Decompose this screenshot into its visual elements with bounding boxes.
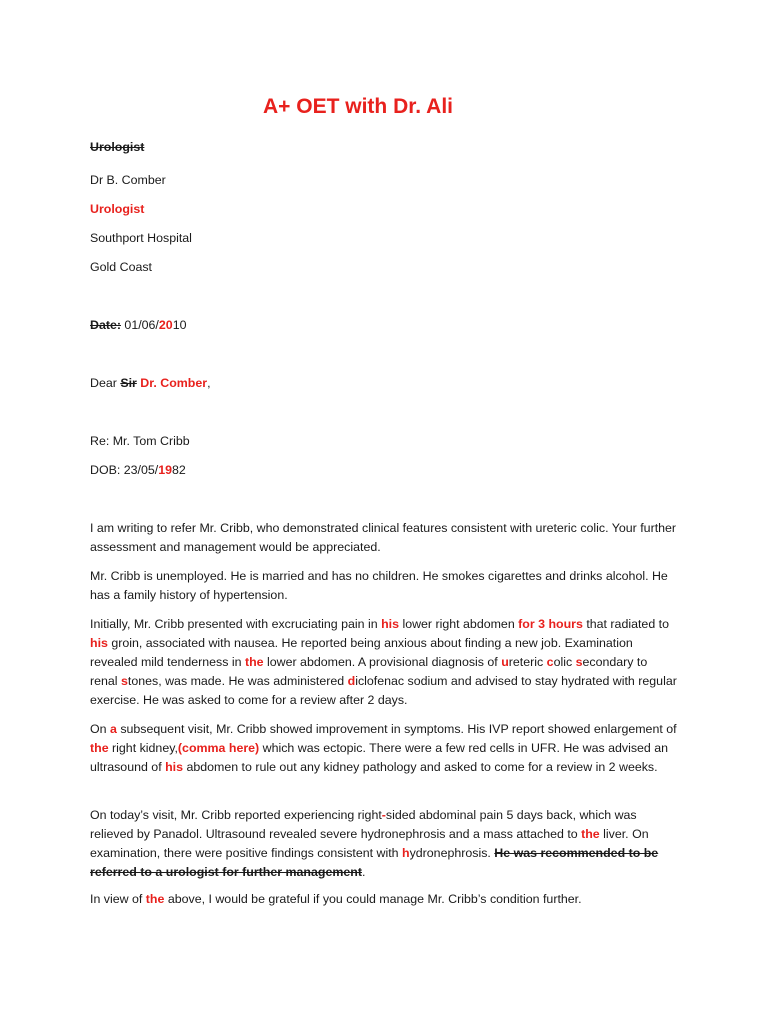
struck-recipient-title <box>90 138 144 157</box>
salutation-correction: Dr. Comber <box>136 376 208 390</box>
correction-text: s <box>121 674 128 688</box>
struck-text: He was recommended to be referred to a urologist for further management <box>90 846 659 879</box>
text-run: liver. On examination, there were positive findings consistent with <box>90 827 649 860</box>
correction-text: - <box>381 808 386 822</box>
date-line <box>90 316 186 335</box>
text-run: abdomen to rule out any kidney pathology and asked to come for a review in 2 weeks. <box>183 760 658 774</box>
text-run: which was ectopic. There were a few red cells in UFR. He was advised an ultrasound of <box>90 741 669 774</box>
text-run: In view of <box>90 892 146 906</box>
correction-text: d <box>347 674 356 688</box>
correction-text: c <box>546 655 554 669</box>
paragraph-initial-visit <box>90 615 678 710</box>
correction-text: u <box>501 655 509 669</box>
text-run: iclofenac sodium and advised to stay hydrated with regular exercise. He was asked to come for a review after 2 days. <box>90 674 677 707</box>
dob-correction: 19 <box>158 463 172 477</box>
date-prefix: 01/06/ <box>120 318 159 332</box>
correction-text: the <box>145 892 165 906</box>
recipient-name: Dr B. Comber <box>90 173 166 187</box>
text-run: that radiated to <box>582 617 669 631</box>
document-title: A+ OET with Dr. Ali <box>263 95 453 118</box>
re-line: Re: Mr. Tom Cribb <box>90 434 190 448</box>
text-run: subsequent visit, Mr. Cribb showed improvement in symptoms. His IVP report showed enlargement of <box>116 722 677 736</box>
correction-text: a <box>109 722 117 736</box>
text-run: sided abdominal pain 5 days back, which was relieved by Panadol. Ultrasound revealed severe hydronephrosis and a mass attached to <box>90 808 637 841</box>
date-correction: 20 <box>158 318 173 332</box>
text-run: Initially, Mr. Cribb presented with excruciating pain in <box>90 617 382 631</box>
correction-text: the <box>581 827 600 841</box>
date-suffix: 10 <box>172 318 187 332</box>
text-run: On <box>90 722 110 736</box>
text-run: above, I would be grateful if you could manage Mr. Cribb’s condition further. <box>164 892 582 906</box>
dob-prefix: DOB: 23/05/ <box>90 463 159 477</box>
correction-text: for 3 hours <box>518 617 583 631</box>
recipient-hospital: Southport Hospital <box>90 231 192 245</box>
text-run: lower abdomen. A provisional diagnosis of <box>263 655 502 669</box>
date-label: Date: <box>90 318 121 332</box>
salutation-start: Dear <box>90 376 121 390</box>
dob-suffix: 82 <box>171 463 186 477</box>
text-run: groin, associated with nausea. He reported being anxious about finding a new job. Examination revealed mild tenderness in <box>90 636 633 669</box>
text-run: reteric <box>508 655 547 669</box>
text-run: tones, was made. He was administered <box>127 674 348 688</box>
paragraph-closing <box>90 890 678 909</box>
paragraph-social-history: Mr. Cribb is unemployed. He is married and has no children. He smokes cigarettes and drinks alcohol. He has a family history of hypertension. <box>90 569 668 602</box>
paragraph-referral: I am writing to refer Mr. Cribb, who demonstrated clinical features consistent with ureteric colic. Your further assessment and management would be appreciated. <box>90 521 677 554</box>
correction-text: the <box>244 655 264 669</box>
correction-text: his <box>165 760 183 774</box>
dob-line <box>90 461 186 480</box>
correction-text: h <box>402 846 410 860</box>
paragraph-todays-visit <box>90 806 678 882</box>
text-run: econdary to renal <box>90 655 648 688</box>
text-run: On today’s visit, Mr. Cribb reported experiencing right <box>90 808 382 822</box>
text-run: olic <box>553 655 576 669</box>
correction-note: (comma here) <box>177 741 260 755</box>
salutation-struck: Sir <box>120 376 137 390</box>
salutation <box>90 374 211 393</box>
text-run: ydronephrosis. <box>409 846 495 860</box>
correction-text: s <box>575 655 583 669</box>
correction-text: Urologist <box>90 202 145 216</box>
text-run: right kidney, <box>108 741 178 755</box>
correction-text: his <box>381 617 399 631</box>
text-run: lower right abdomen <box>399 617 519 631</box>
correction-text: the <box>90 741 109 755</box>
correction-text: his <box>90 636 108 650</box>
paragraph-subsequent-visit <box>90 720 678 777</box>
struck-text: Urologist <box>90 140 145 154</box>
recipient-role <box>90 200 144 219</box>
text-run: . <box>361 865 366 879</box>
recipient-city: Gold Coast <box>90 260 152 274</box>
salutation-end: , <box>207 376 211 390</box>
